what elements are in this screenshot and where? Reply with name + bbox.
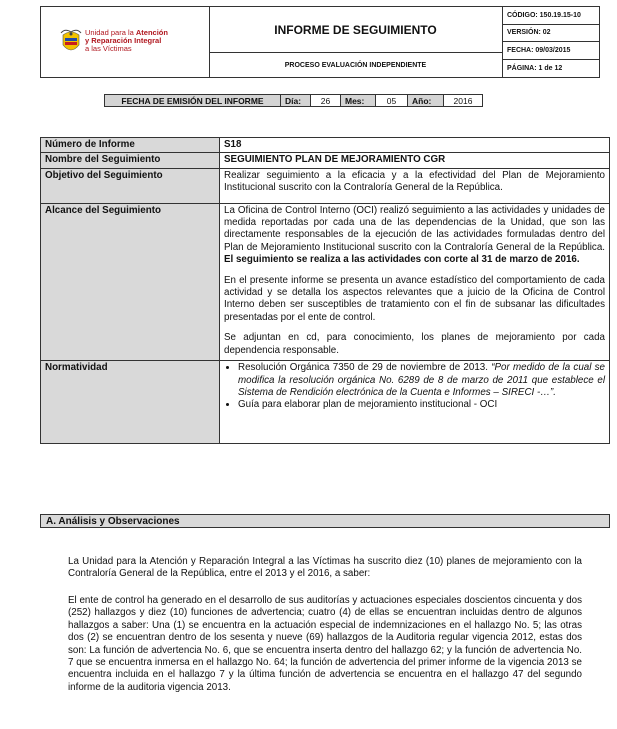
logo-wordmark: Unidad para la Atención y Reparación Integral a las Víctimas	[85, 28, 168, 53]
alcance-label: Alcance del Seguimiento	[41, 203, 220, 360]
table-row	[41, 153, 610, 168]
objetivo-value: Realizar seguimiento a la eficacia y a la efectividad del Plan de Mejoramiento Institucional suscrito con la Contraloría General de la República.	[220, 168, 610, 203]
day-value: 26	[310, 94, 341, 107]
emission-date-row	[105, 94, 483, 107]
fecha: FECHA: 09/03/2015	[503, 42, 599, 60]
nombre-value: SEGUIMIENTO PLAN DE MEJORAMIENTO CGR	[220, 153, 610, 168]
nombre-label: Nombre del Seguimiento	[41, 153, 220, 168]
day-label: Día:	[280, 94, 311, 107]
list-item: • Guía para elaborar plan de mejoramiento institucional - OCI	[238, 399, 605, 411]
normatividad-list	[224, 362, 605, 412]
month-value: 05	[375, 94, 408, 107]
section-a-paragraph-1: La Unidad para la Atención y Reparación Integral a las Víctimas ha suscrito diez (10) planes de mejoramiento con la Contraloría General de la República, entre el 2013 y el 2016, a saber:	[68, 556, 582, 580]
document-title: INFORME DE SEGUIMIENTO	[209, 7, 502, 53]
month-label: Mes:	[340, 94, 376, 107]
alcance-paragraph: Se adjuntan en cd, para conocimiento, los planes de mejoramiento por cada dependencia responsable.	[224, 332, 605, 356]
table-row	[41, 138, 610, 153]
numero-label: Número de Informe	[41, 138, 220, 153]
normatividad-value	[220, 361, 610, 444]
header-title-cell	[209, 7, 503, 77]
report-info-table	[40, 137, 610, 444]
numero-value: S18	[220, 138, 610, 153]
emission-date-label: FECHA DE EMISIÓN DEL INFORME	[104, 94, 281, 107]
table-row	[41, 203, 610, 360]
alcance-paragraph: En el presente informe se presenta un avance estadístico del comportamiento de cada actividad y se detalla los aspectos relevantes que a juicio de la Oficina de Control Interno deben ser susceptibles de tratamiento con el fin de subsanar las dificultades presentadas por el ente de control.	[224, 274, 605, 323]
list-item: • Resolución Orgánica 7350 de 29 de noviembre de 2013. “Por medido de la cual se modifica la resolución orgánica No. 6289 de 8 de marzo de 2011 que establece el Sistema de Rendición electrónica de la Cuenta e Informes – SIRECI -…”.	[238, 362, 605, 399]
pagina: PÁGINA: 1 de 12	[507, 64, 563, 72]
table-row	[41, 168, 610, 203]
alcance-paragraph: La Oficina de Control Interno (OCI) realizó seguimiento a las actividades y unidades de medida reportadas por cada una de las dependencias de la Unidad, que son las directamente responsables de la ejecución de las actividades formuladas dentro del Plan de Mejoramiento Institucional suscrito con la Contraloría General de la República. El seguimiento se realiza a las actividades con corte al 31 de marzo de 2016.	[224, 204, 605, 266]
normatividad-label: Normatividad	[41, 361, 220, 444]
version: VERSIÓN: 02	[503, 25, 599, 43]
colombia-coat-of-arms-icon	[59, 29, 83, 57]
section-a-paragraph-2: El ente de control ha generado en el desarrollo de sus auditorías y actuaciones especiales doscientos cincuenta y dos (252) hallazgos y diez (10) funciones de advertencia; cuatro (4) de ellas se encuentran incluidas dentro de algunos hallazgos a saber: Una (1) se encuentra en la actuación especial de indemnizaciones en el hallazgo No. 5; las otras dos (2) se encuentran dentro de los sesenta y nueve (69) hallazgos de la Auditoria regular vigencia 2012, estas dos son: La función de advertencia No. 6, que se encuentra inserta dentro del hallazgo 62; y la función de advertencia No. 7 que se encuentra inmersa en el hallazgo No. 64; la función de advertencia del primer informe de la vigencia 2013 se encuentra incluida en el hallazgo 7 y la última función de advertencia se encuentra en el hallazgo 47 del segundo informe de la auditoria vigencia 2013.	[68, 595, 582, 693]
section-a-heading: A. Análisis y Observaciones	[40, 514, 610, 528]
process-name: PROCESO EVALUACIÓN INDEPENDIENTE	[284, 61, 427, 69]
year-value: 2016	[443, 94, 483, 107]
objetivo-label: Objetivo del Seguimiento	[41, 168, 220, 203]
logo-cell	[41, 7, 210, 77]
codigo: CÓDIGO: 150.19.15-10	[503, 7, 599, 25]
year-label: Año:	[407, 94, 444, 107]
document-header	[40, 6, 600, 78]
document-meta	[503, 7, 599, 77]
table-row	[41, 361, 610, 444]
alcance-value	[220, 203, 610, 360]
